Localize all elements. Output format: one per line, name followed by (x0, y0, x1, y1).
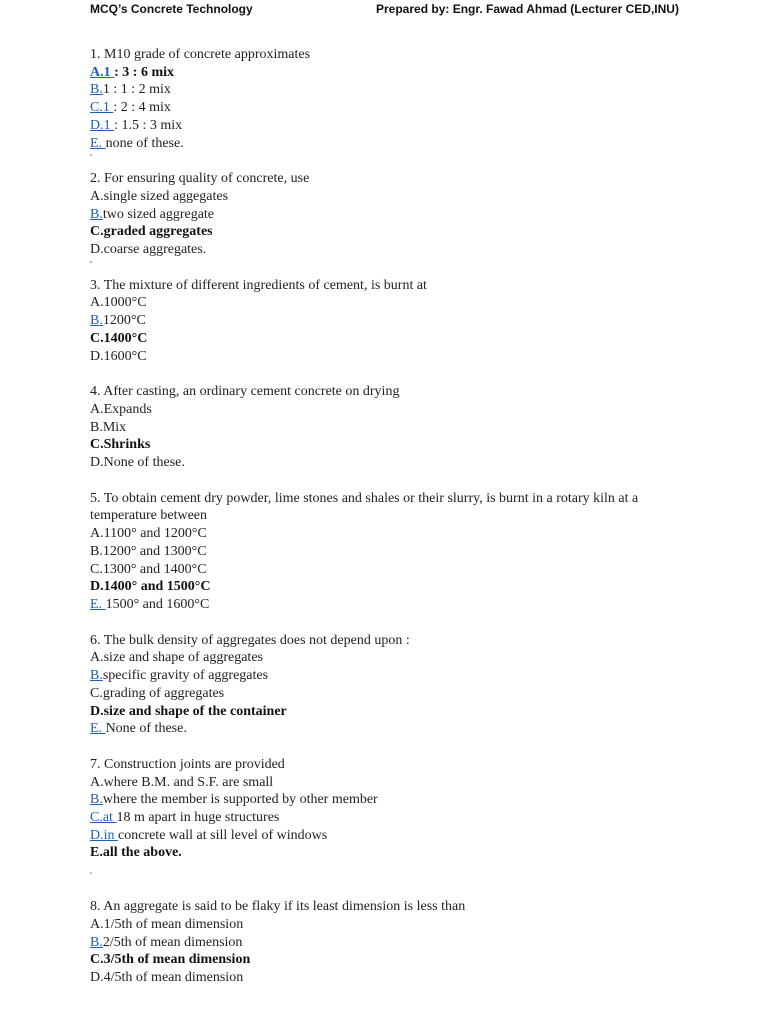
spacer (90, 738, 730, 756)
correct-option (90, 578, 730, 596)
question-block (90, 170, 730, 259)
stray-mark (90, 261, 92, 263)
option-link[interactable]: E. (90, 721, 106, 737)
option (90, 525, 730, 543)
option (90, 667, 730, 685)
option-link[interactable]: C.at (90, 810, 117, 826)
option-link[interactable]: B. (90, 313, 103, 329)
option (90, 99, 730, 117)
correct-option (90, 703, 730, 721)
option-text: C.Shrinks (90, 437, 151, 453)
question-block (90, 898, 730, 987)
option-text: A.size and shape of aggregates (90, 650, 263, 666)
option-text: A.Expands (90, 401, 152, 417)
option-text: : 1.5 : 3 mix (114, 117, 183, 133)
option-text: E.all the above. (90, 845, 182, 861)
correct-option (90, 223, 730, 241)
option-text: A.1000°C (90, 295, 147, 311)
option-text: C.graded aggregates (90, 224, 213, 240)
option (90, 81, 730, 99)
correct-option (90, 951, 730, 969)
question-block (90, 383, 730, 472)
option (90, 188, 730, 206)
stray-mark (90, 872, 92, 874)
option-text: 1200°C (102, 313, 146, 329)
option-text: : 2 : 4 mix (113, 100, 171, 116)
stray-mark (90, 154, 92, 156)
option (90, 401, 730, 419)
spacer (90, 862, 730, 898)
option (90, 206, 730, 224)
question-block (90, 490, 730, 614)
correct-option (90, 330, 730, 348)
option-link[interactable]: B. (90, 82, 103, 98)
mcq-list (90, 46, 730, 987)
question-text: 6. The bulk density of aggregates does not depend upon : (90, 632, 410, 648)
option (90, 135, 730, 153)
option (90, 419, 730, 437)
question-block (90, 756, 730, 862)
option (90, 543, 730, 561)
option-text: 2/5th of mean dimension (102, 934, 243, 950)
spacer (90, 614, 730, 632)
option (90, 596, 730, 614)
page-header (90, 0, 690, 18)
option-link[interactable]: D.in (90, 827, 118, 843)
option-text: specific gravity of aggregates (102, 668, 269, 684)
option (90, 241, 730, 259)
option-text: D.coarse aggregates. (90, 242, 207, 258)
option-link[interactable]: C.1 (90, 100, 114, 116)
option-text: D.1400° and 1500°C (90, 579, 211, 595)
option-text: : 3 : 6 mix (114, 64, 175, 80)
option (90, 294, 730, 312)
option-text: D.size and shape of the container (90, 703, 287, 719)
option-link[interactable]: E. (90, 596, 106, 612)
correct-option (90, 844, 730, 862)
option (90, 720, 730, 738)
option-text: D.1600°C (90, 348, 147, 364)
question-text: 2. For ensuring quality of concrete, use (90, 171, 310, 187)
option-link[interactable]: B. (90, 668, 103, 684)
option-text: A.1/5th of mean dimension (90, 916, 244, 932)
option-text: B.Mix (90, 419, 127, 435)
option-text: two sized aggregate (102, 206, 215, 222)
spacer (90, 472, 730, 490)
option-text: C.grading of aggregates (90, 685, 225, 701)
option-link[interactable]: B. (90, 934, 103, 950)
option (90, 454, 730, 472)
option (90, 649, 730, 667)
question-text: 8. An aggregate is said to be flaky if its least dimension is less than (90, 899, 466, 915)
header-title: MCQ’s Concrete Technology (90, 2, 253, 16)
option-text: 1500° and 1600°C (105, 596, 210, 612)
option (90, 774, 730, 792)
question-block (90, 632, 730, 738)
option-text: C.1400°C (90, 330, 148, 346)
option (90, 791, 730, 809)
option (90, 934, 730, 952)
option-text: A.single sized aggegates (90, 188, 229, 204)
option (90, 809, 730, 827)
option-text: none of these. (105, 135, 184, 151)
option-text: None of these. (105, 721, 187, 737)
option-text: 18 m apart in huge structures (116, 810, 280, 826)
option-link[interactable]: A.1 (90, 64, 115, 80)
option (90, 969, 730, 987)
option (90, 312, 730, 330)
question-text: 3. The mixture of different ingredients of cement, is burnt at (90, 277, 427, 293)
option-text: concrete wall at sill level of windows (118, 827, 328, 843)
option (90, 561, 730, 579)
option (90, 685, 730, 703)
question-text: 7. Construction joints are provided (90, 756, 285, 772)
option (90, 117, 730, 135)
correct-option (90, 436, 730, 454)
option (90, 916, 730, 934)
option-text: B.1200° and 1300°C (90, 543, 207, 559)
spacer (90, 259, 730, 277)
question-block (90, 46, 730, 152)
question-text: 4. After casting, an ordinary cement concrete on drying (90, 384, 400, 400)
correct-option (90, 64, 730, 82)
question-text: 5. To obtain cement dry powder, lime stones and shales or their slurry, is burnt in a rotary kiln at a temperature between (90, 490, 639, 524)
header-author: Prepared by: Engr. Fawad Ahmad (Lecturer CED,INU) (376, 2, 679, 16)
option-link[interactable]: B. (90, 792, 103, 808)
option-text: where the member is supported by other member (102, 792, 378, 808)
option-text: C.1300° and 1400°C (90, 561, 207, 577)
option (90, 827, 730, 845)
option-text: D.4/5th of mean dimension (90, 969, 244, 985)
option (90, 348, 730, 366)
option-link[interactable]: D.1 (90, 117, 115, 133)
spacer (90, 365, 730, 383)
question-block (90, 277, 730, 366)
option-text: A.1100° and 1200°C (90, 526, 207, 542)
option-text: 1 : 1 : 2 mix (102, 82, 171, 98)
option-text: A.where B.M. and S.F. are small (90, 774, 274, 790)
spacer (90, 152, 730, 170)
question-text: 1. M10 grade of concrete approximates (90, 47, 311, 62)
option-text: D.None of these. (90, 455, 185, 471)
option-text: C.3/5th of mean dimension (90, 952, 251, 968)
option-link[interactable]: B. (90, 206, 103, 222)
option-link[interactable]: E. (90, 135, 106, 151)
